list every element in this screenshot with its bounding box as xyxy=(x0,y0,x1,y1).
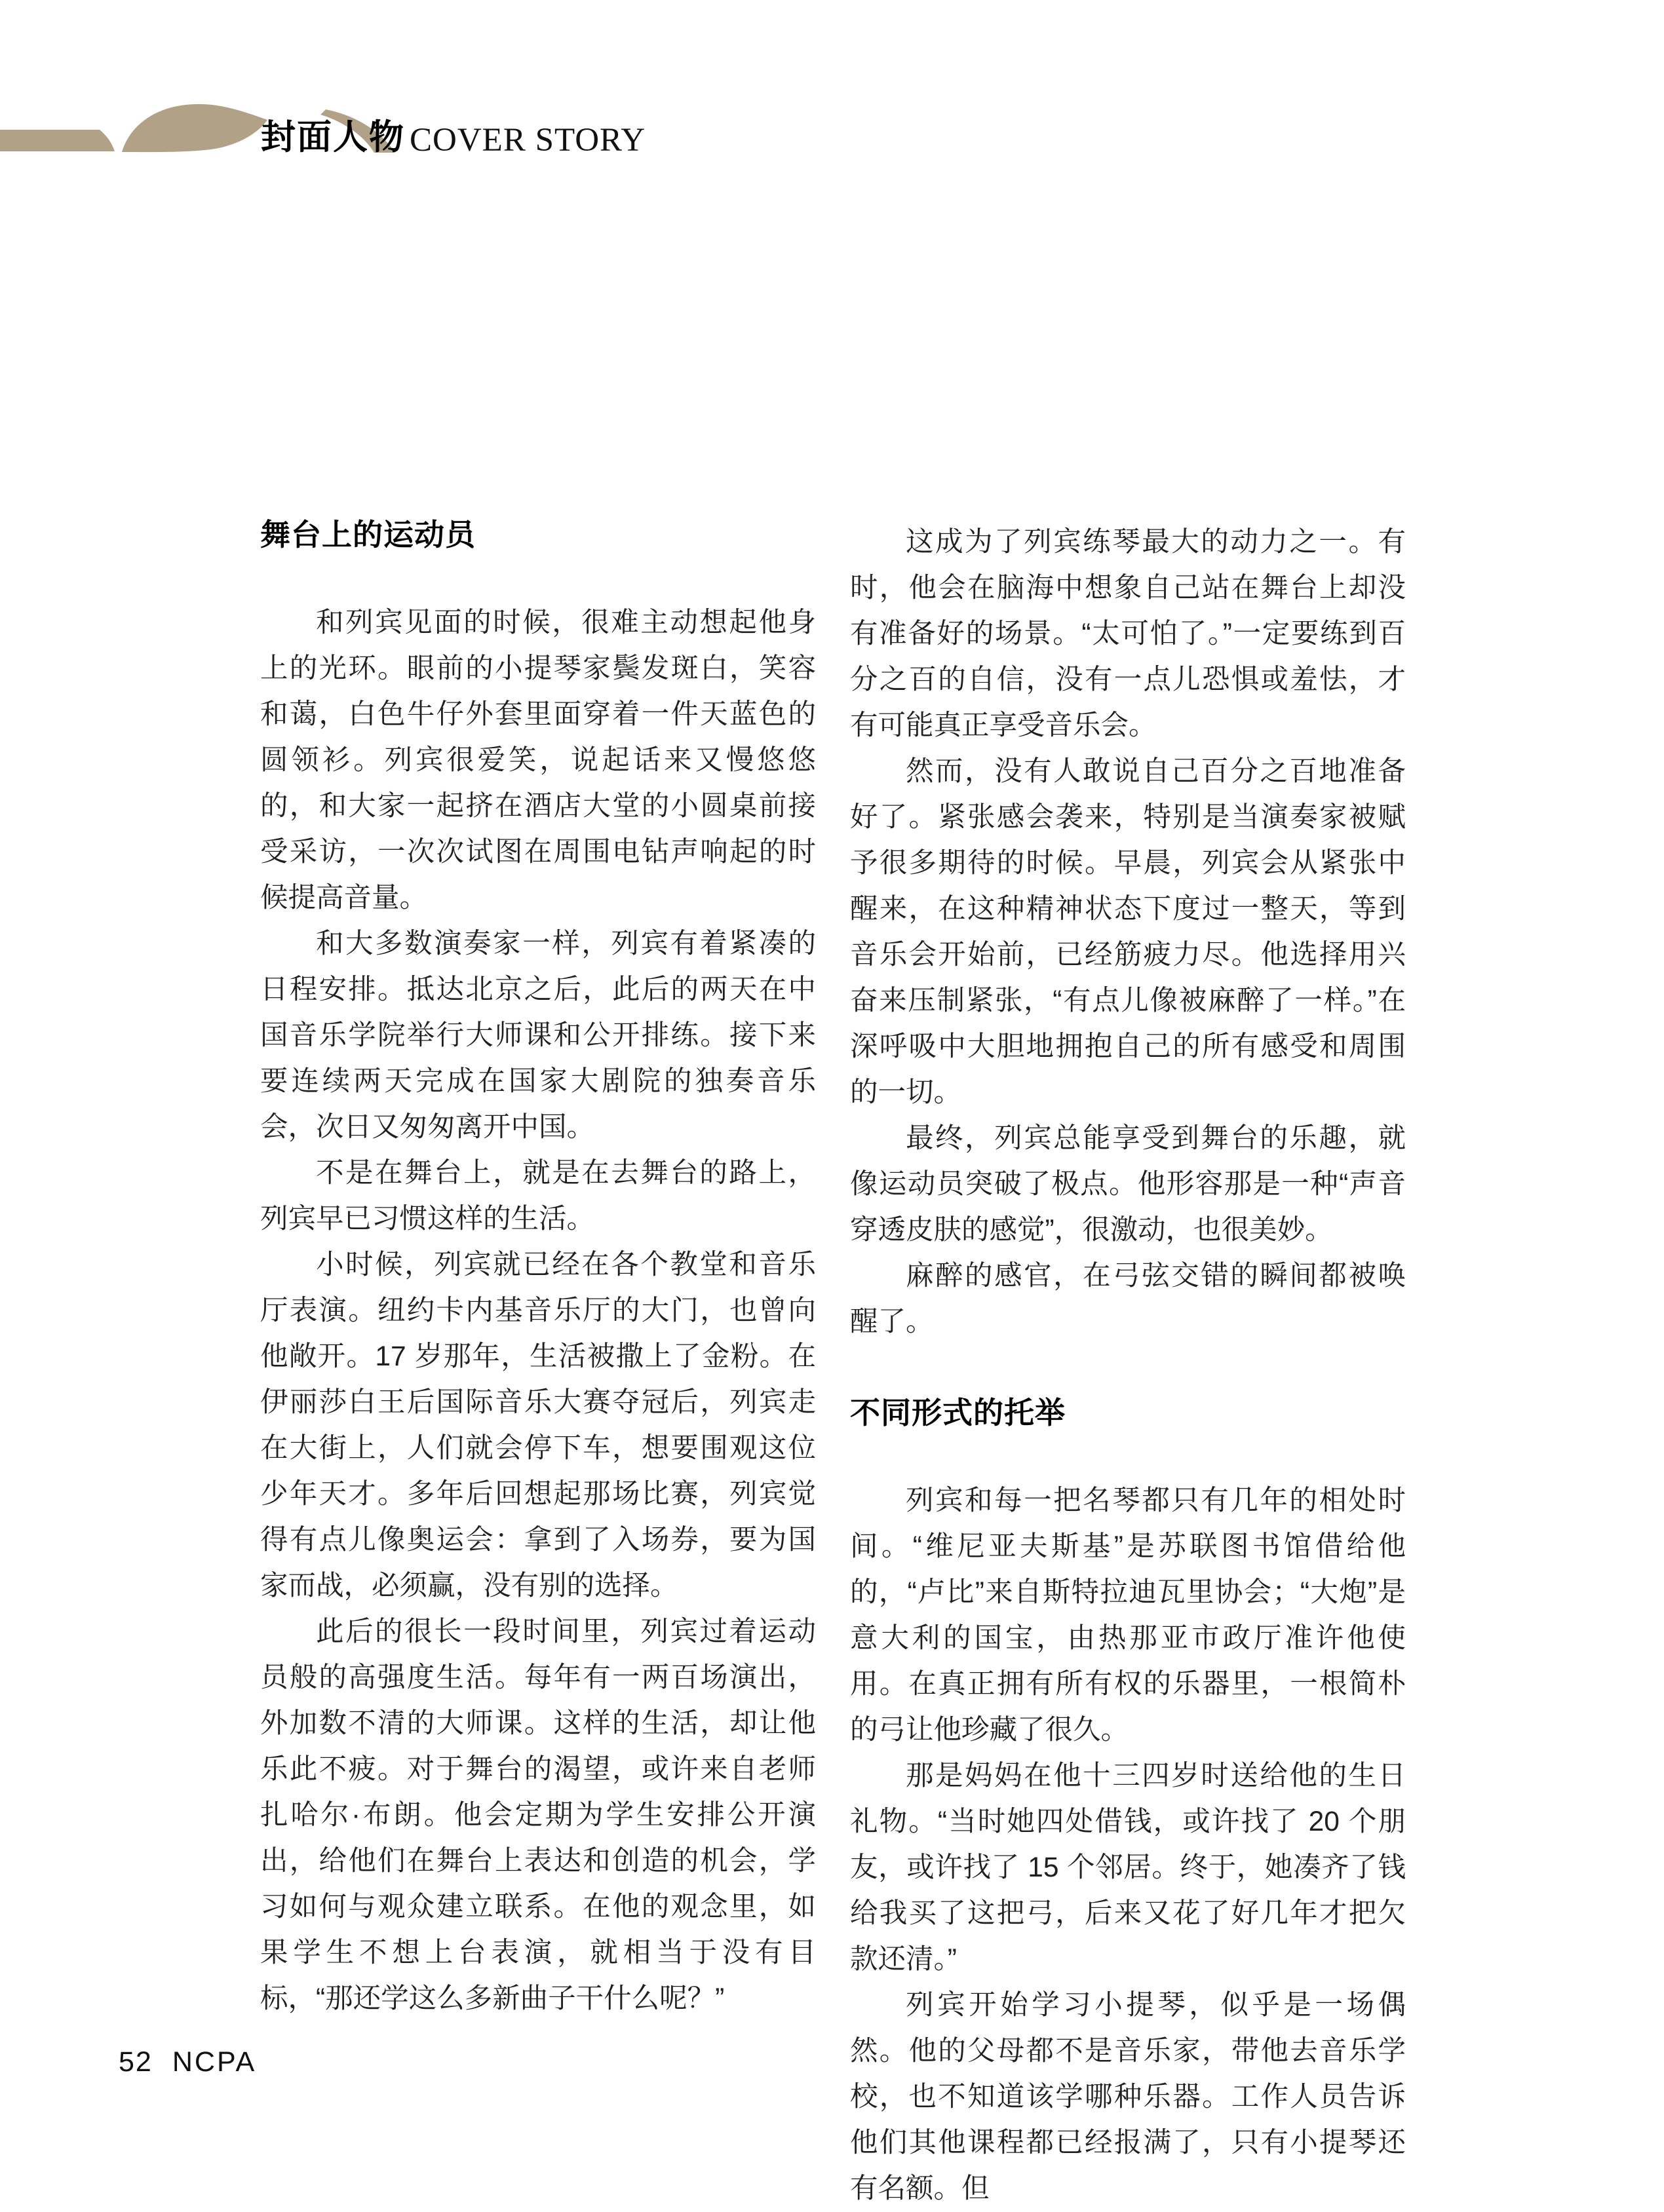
body-paragraph: 和列宾见面的时候，很难主动想起他身上的光环。眼前的小提琴家鬓发斑白，笑容和蔼，白色牛仔外套里面穿着一件天蓝色的圆领衫。列宾很爱笑，说起话来又慢悠悠的，和大家一起挤在酒店大堂的小圆桌前接受采访，一次次试图在周围电钻声响起的时候提高音量。 xyxy=(260,607,816,913)
magazine-name: NCPA xyxy=(172,2046,257,2078)
section-title-cn: 封面人物 xyxy=(261,118,405,157)
body-paragraph: 然而，没有人敢说自己百分之百地准备好了。紧张感会袭来，特别是当演奏家被赋予很多期待的时候。早晨，列宾会从紧张中醒来，在这种精神状态下度过一整天，等到音乐会开始前，已经筋疲力尽。他选择用兴奋来压制紧张，“有点儿像被麻醉了一样。”在深呼吸中大胆地拥抱自己的所有感受和周围的一切。 xyxy=(850,756,1406,1108)
right-column-heading: 不同形式的托举 xyxy=(850,1396,1066,1430)
accent-bar xyxy=(0,130,115,151)
body-paragraph: 列宾和每一把名琴都只有几年的相处时间。“维尼亚夫斯基”是苏联图书馆借给他的，“卢比”来自斯特拉迪瓦里协会；“大炮”是意大利的国宝，由热那亚市政厅准许他使用。在真正拥有所有权的乐器里，一根简朴的弓让他珍藏了很久。 xyxy=(850,1485,1406,1745)
body-paragraph: 此后的很长一段时间里，列宾过着运动员般的高强度生活。每年有一两百场演出，外加数不清的大师课。这样的生活，却让他乐此不疲。对于舞台的渴望，或许来自老师扎哈尔·布朗。他会定期为学生安排公开演出，给他们在舞台上表达和创造的机会，学习如何与观众建立联系。在他的观念里，如果学生不想上台表演，就相当于没有目标，“那还学这么多新曲子干什么呢？” xyxy=(260,1616,816,2014)
body-paragraph: 不是在舞台上，就是在去舞台的路上，列宾早已习惯这样的生活。 xyxy=(260,1158,816,1234)
body-paragraph: 和大多数演奏家一样，列宾有着紧凑的日程安排。抵达北京之后，此后的两天在中国音乐学院举行大师课和公开排练。接下来要连续两天完成在国家大剧院的独奏音乐会，次日又匆匆离开中国。 xyxy=(260,928,816,1143)
page-number: 52 xyxy=(119,2046,153,2078)
header-ornament xyxy=(0,0,1664,210)
wave-shape xyxy=(122,104,267,152)
body-paragraph: 最终，列宾总能享受到舞台的乐趣，就像运动员突破了极点。他形容那是一种“声音穿透皮肤的感觉”，很激动，也很美妙。 xyxy=(850,1123,1406,1246)
left-column-heading: 舞台上的运动员 xyxy=(260,518,476,552)
page-footer xyxy=(119,2046,256,2080)
section-title-en: COVER STORY xyxy=(410,122,646,159)
body-paragraph: 列宾开始学习小提琴，似乎是一场偶然。他的父母都不是音乐家，带他去音乐学校，也不知道该学哪种乐器。工作人员告诉他们其他课程都已经报满了，只有小提琴还有名额。但 xyxy=(850,1990,1406,2204)
body-paragraph: 麻醉的感官，在弓弦交错的瞬间都被唤醒了。 xyxy=(850,1261,1406,1337)
body-paragraph: 这成为了列宾练琴最大的动力之一。有时，他会在脑海中想象自己站在舞台上却没有准备好的场景。“太可怕了。”一定要练到百分之百的自信，没有一点儿恐惧或羞怯，才有可能真正享受音乐会。 xyxy=(850,527,1406,741)
right-column xyxy=(850,520,1406,2212)
left-column xyxy=(260,520,816,2022)
body-paragraph: 那是妈妈在他十三四岁时送给他的生日礼物。“当时她四处借钱，或许找了 20 个朋友，或许找了 15 个邻居。终于，她凑齐了钱给我买了这把弓，后来又花了好几年才把欠款还清。” xyxy=(850,1761,1406,1975)
body-paragraph: 小时候，列宾就已经在各个教堂和音乐厅表演。纽约卡内基音乐厅的大门，也曾向他敞开。17 岁那年，生活被撒上了金粉。在伊丽莎白王后国际音乐大赛夺冠后，列宾走在大街上，人们就会停下车，想要围观这位少年天才。多年后回想起那场比赛，列宾觉得有点儿像奥运会：拿到了入场券，要为国家而战，必须赢，没有别的选择。 xyxy=(260,1249,816,1601)
